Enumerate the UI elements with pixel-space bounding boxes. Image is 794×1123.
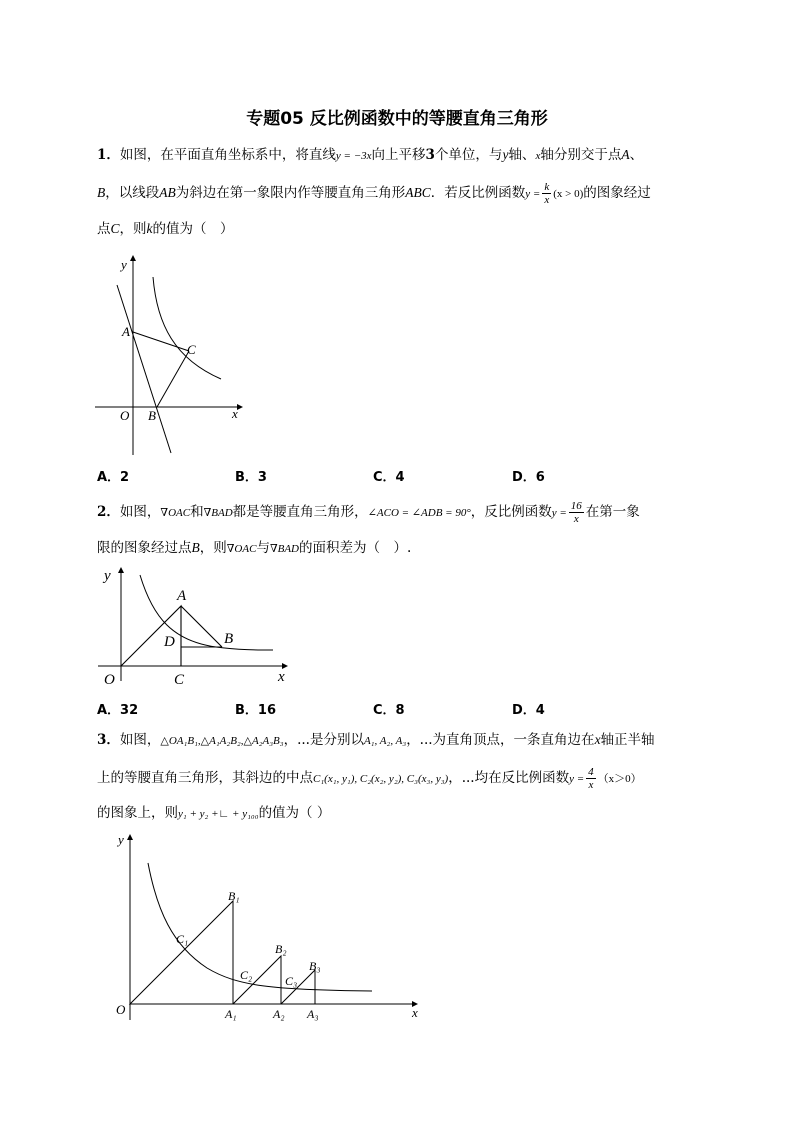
q1-option-c[interactable]: C．4 [373, 470, 405, 485]
q2-axis-x-label: x [278, 669, 285, 685]
q2-label-b: B [224, 631, 234, 647]
q2-figure [98, 563, 293, 690]
q2-label-a: A [177, 588, 187, 604]
q1-label-b: B [148, 408, 156, 423]
q1-text: 的值为（ ） [152, 221, 234, 237]
q1-y-var: y [502, 147, 509, 162]
page-title: 专题05 反比例函数中的等腰直角三角形 [246, 109, 548, 129]
q1-text: ，以线段 [105, 185, 160, 201]
q2-fraction-num: 16 [570, 500, 582, 512]
q3-text: ，...是分别以 [283, 732, 364, 748]
q2-option-c[interactable]: C．8 [373, 703, 405, 718]
q1-text: ，则 [119, 221, 147, 237]
q2-label-d: D [164, 634, 175, 650]
q1-origin-label: O [120, 408, 130, 423]
q1-option-b[interactable]: B．3 [235, 470, 267, 485]
q1-text: 点 [97, 221, 111, 237]
q3-line-2 [97, 766, 642, 791]
q3-label-a3: A₃ [307, 1007, 319, 1021]
q2-text: ，则 [199, 540, 227, 556]
q3-vertices: A₁, A₂, A₃ [363, 735, 407, 747]
q1-text: 个单位，与 [434, 147, 503, 163]
q1-text: 向上平移 [371, 147, 426, 163]
q3-func-lhs: y = [569, 773, 585, 785]
q2-text: 与 [256, 540, 270, 556]
q3-label-c2: C₂ [240, 968, 253, 982]
q1-fraction-num: k [544, 181, 550, 193]
q3-condition: （x＞0） [597, 773, 642, 785]
q3-axis-x-label: x [412, 1005, 418, 1020]
q1-func-lhs: y = [525, 188, 541, 200]
q3-number: 3． [97, 732, 120, 748]
q3-label-a1: A₁ [225, 1007, 237, 1021]
q1-k-var: k [146, 221, 153, 236]
q3-label-b3: B₃ [309, 959, 321, 973]
q2-option-a[interactable]: A．32 [97, 703, 139, 718]
q2-axis-y-label: y [104, 568, 111, 584]
q3-text: ，...均在反比例函数 [448, 770, 570, 786]
q3-line-1 [97, 730, 655, 751]
q2-label-c: C [174, 672, 185, 688]
q1-equation: y = −3x [335, 150, 372, 162]
q2-line-1 [97, 500, 640, 525]
q1-label-c: C [187, 342, 196, 357]
q1-fraction-den: x [544, 194, 550, 206]
q3-label-b1: B₁ [228, 889, 240, 903]
q2-text: 和 [190, 504, 204, 520]
q1-point-b: B [97, 185, 106, 200]
q1-option-d[interactable]: D．6 [512, 470, 545, 485]
q3-fraction [586, 766, 596, 791]
q1-text: 、 [629, 147, 644, 163]
q2-text: 的面积差为（ ）. [299, 540, 412, 556]
q2-text: 限的图象经过点 [97, 540, 192, 556]
q2-text: 如图， [119, 504, 161, 520]
q2-fraction [569, 500, 584, 525]
q2-point-b: B [191, 540, 200, 555]
q1-text: 如图，在平面直角坐标系中，将直线 [119, 147, 336, 163]
q3-sum-expression: y₁ + y₂ +∟ + y₁₀₀ [178, 808, 259, 820]
q3-label-a2: A₂ [273, 1007, 285, 1021]
q2-text: 在第一象 [585, 504, 640, 520]
q1-text: ．若反比例函数 [430, 185, 526, 201]
q1-line-2 [97, 181, 651, 206]
q1-text: 轴、 [508, 147, 536, 163]
q2-number: 2． [97, 504, 120, 520]
q2-text: 都是等腰直角三角形， [232, 504, 368, 520]
q1-number: 1． [97, 147, 120, 163]
q1-line-1 [97, 145, 643, 166]
q2-option-b[interactable]: B．16 [235, 703, 276, 718]
q3-triangles: △OA₁B₁,△A₁A₂B₂,△A₂A₃B₃ [160, 735, 284, 747]
q1-segment-ab: AB [159, 185, 176, 200]
q1-text: 为斜边在第一象限内作等腰直角三角形 [175, 185, 406, 201]
q1-fraction [542, 181, 551, 206]
q1-option-a[interactable]: A．2 [97, 470, 130, 485]
q2-triangle-bad-ref: ∇BAD [269, 543, 300, 555]
q1-axis-x-label: x [232, 406, 238, 421]
q1-triangle-abc: ABC [405, 185, 431, 200]
q3-text: ，...为直角顶点，一条直角边在 [406, 732, 595, 748]
q1-label-a: A [122, 324, 130, 339]
q1-shift-value: 3 [425, 147, 435, 163]
q3-origin-label: O [116, 1002, 126, 1017]
q2-origin-label: O [104, 672, 115, 688]
q3-text: 如图， [119, 732, 161, 748]
q1-text: 轴分别交于点 [540, 147, 622, 163]
q3-label-c3: C₃ [285, 974, 298, 988]
q1-x-var: x [535, 150, 541, 162]
q2-fraction-den: x [573, 513, 579, 525]
q2-triangle-oac: ∇OAC [160, 507, 191, 519]
q3-x-var: x [594, 732, 601, 747]
q1-figure [95, 255, 245, 455]
q2-triangle-oac-ref: ∇OAC [226, 543, 257, 555]
q3-fraction-num: 4 [588, 766, 594, 778]
q2-angle-condition: ∠ACO = ∠ADB = 90° [367, 507, 471, 519]
q3-text: 的图象上，则 [97, 805, 178, 821]
q3-axis-y-label: y [118, 832, 124, 847]
q1-condition: (x > 0) [553, 188, 584, 200]
q2-text: ，反比例函数 [470, 504, 552, 520]
q3-midpoints: C₁(x₁, y₁), C₂(x₂, y₂), C₃(x₃, y₃) [313, 773, 449, 785]
q1-text: 的图象经过 [583, 185, 651, 201]
q3-label-b2: B₂ [275, 942, 287, 956]
q3-text: 上的等腰直角三角形，其斜边的中点 [97, 770, 313, 786]
q1-point-c: C [110, 221, 120, 236]
q3-text: 轴正半轴 [600, 732, 655, 748]
q2-triangle-bad: ∇BAD [203, 507, 233, 519]
q3-fraction-den: x [588, 779, 594, 791]
q1-line-3 [97, 219, 234, 239]
q1-axis-y-label: y [121, 257, 127, 272]
q3-text: 的值为（ ） [258, 805, 331, 821]
q2-line-2 [97, 538, 411, 559]
q3-figure [112, 830, 427, 1030]
q2-option-d[interactable]: D．4 [512, 703, 545, 718]
q2-func-lhs: y = [551, 507, 567, 519]
q3-line-3 [97, 803, 330, 824]
q3-label-c1: C₁ [176, 932, 189, 946]
q1-point-a: A [621, 147, 630, 162]
